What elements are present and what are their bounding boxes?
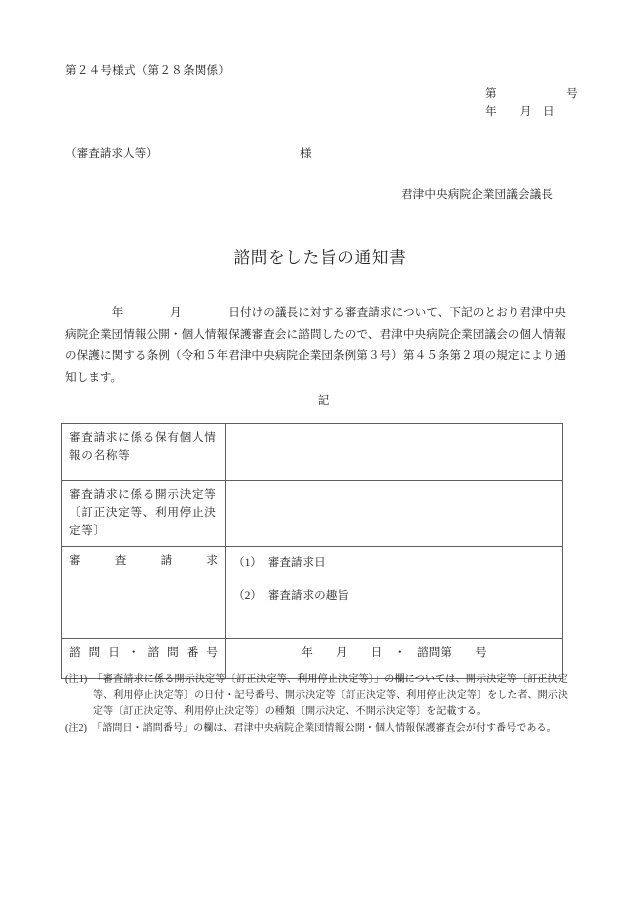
label-disclosure-decision: 審査請求に係る開示決定等〔訂正決定等、利用停止決定等〕 — [62, 481, 226, 547]
note-1: (注1) 「審査請求に係る開示決定等〔訂正決定等、利用停止決定等〕」の欄については、開示決定等〔訂正決定等、利用停止決定等〕の日付・記号番号、開示決定等〔訂正決定等、利用停止決定等〕をした者、開示決定等〔訂正決定等、利用停止決定等〕の種類〔開示決定、不開示決定等〕を記載する。 — [65, 674, 568, 718]
document-number-field: 第 号 — [485, 87, 578, 100]
table-row — [62, 481, 563, 547]
body-paragraph: 年 月 日付けの議長に対する審査請求について、下記のとおり君津中央病院企業団情報公開・個人情報保護審査会に諮問したので、君津中央病院企業団議会の個人情報の保護に関する条例（令和５年君津中央病院企業団条例第３号）第４５条第２項の規定により通知します。 — [65, 306, 566, 384]
label-review-request: 審査請求 — [62, 546, 226, 638]
addressee-label: （審査請求人等） — [65, 147, 158, 160]
label-retained-personal-info: 審査請求に係る保有個人情報の名称等 — [62, 424, 226, 481]
document-title: 諮問をした旨の通知書 — [233, 248, 407, 267]
value-retained-personal-info — [226, 424, 563, 481]
review-request-purpose-item: （2） 審査請求の趣旨 — [233, 588, 349, 602]
sender-title: 君津中央病院企業団議会議長 — [400, 188, 553, 201]
addressee-honorific: 様 — [300, 147, 312, 160]
record-marker: 記 — [317, 394, 331, 407]
value-review-request — [226, 546, 563, 638]
label-consultation-date-number: 諮問日・諮問番号 — [62, 638, 226, 678]
details-table — [61, 423, 563, 679]
table-row — [62, 546, 563, 638]
value-disclosure-decision — [226, 481, 563, 547]
date-field: 年 月 日 — [485, 105, 555, 118]
table-row — [62, 424, 563, 481]
review-request-date-item: （1） 審査請求日 — [233, 555, 326, 569]
value-consultation-date-number: 年 月 日 ・ 諮問第 号 — [226, 638, 563, 678]
addressee-line — [65, 145, 565, 161]
note-2: (注2) 「諮問日・諮問番号」の欄は、君津中央病院企業団情報公開・個人情報保護審査会が付す番号である。 — [65, 722, 557, 734]
notes — [65, 672, 568, 737]
form-number: 第２４号様式（第２８条関係） — [65, 64, 231, 77]
